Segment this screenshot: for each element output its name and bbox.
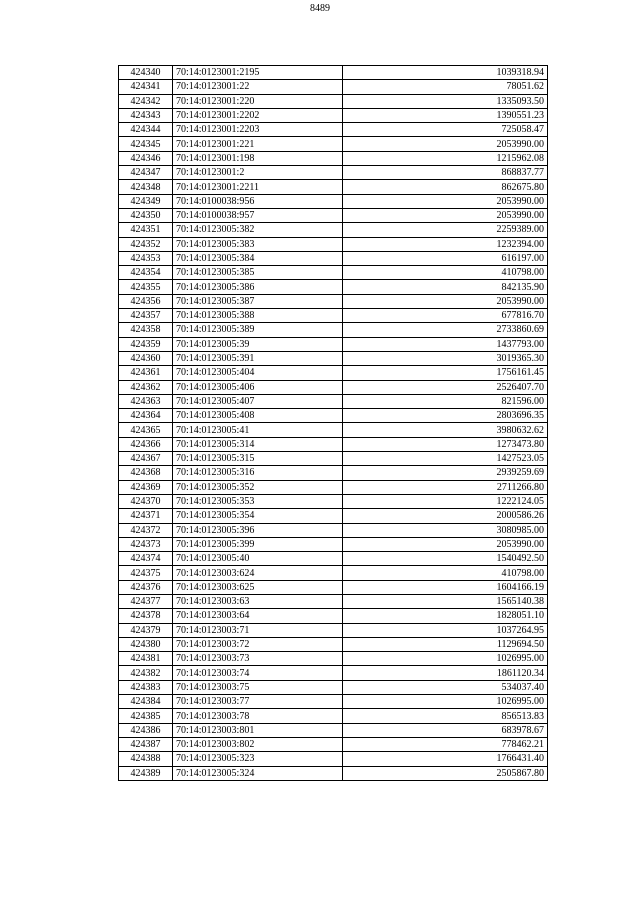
row-number-cell: 424375 <box>119 566 173 580</box>
row-number-cell: 424367 <box>119 452 173 466</box>
cadastral-value-cell: 1215962.08 <box>343 151 548 165</box>
cadastral-number-cell: 70:14:0123005:396 <box>173 523 343 537</box>
cadastral-number-cell: 70:14:0123005:384 <box>173 251 343 265</box>
table-row <box>119 709 548 723</box>
table-row <box>119 452 548 466</box>
cadastral-value-cell: 534037.40 <box>343 680 548 694</box>
row-number-cell: 424361 <box>119 366 173 380</box>
cadastral-number-cell: 70:14:0123005:391 <box>173 351 343 365</box>
table-row <box>119 552 548 566</box>
cadastral-number-cell: 70:14:0123001:198 <box>173 151 343 165</box>
cadastral-number-cell: 70:14:0123005:353 <box>173 494 343 508</box>
cadastral-value-cell: 2000586.26 <box>343 509 548 523</box>
table-row <box>119 266 548 280</box>
cadastral-value-cell: 862675.80 <box>343 180 548 194</box>
cadastral-number-cell: 70:14:0123005:388 <box>173 309 343 323</box>
cadastral-value-cell: 1540492.50 <box>343 552 548 566</box>
table-row <box>119 151 548 165</box>
table-row <box>119 337 548 351</box>
cadastral-value-cell: 1039318.94 <box>343 66 548 80</box>
row-number-cell: 424368 <box>119 466 173 480</box>
cadastral-value-cell: 2053990.00 <box>343 208 548 222</box>
cadastral-value-cell: 2733860.69 <box>343 323 548 337</box>
cadastral-number-cell: 70:14:0123005:40 <box>173 552 343 566</box>
row-number-cell: 424377 <box>119 594 173 608</box>
table-row <box>119 437 548 451</box>
table-row <box>119 251 548 265</box>
row-number-cell: 424378 <box>119 609 173 623</box>
cadastral-number-cell: 70:14:0123005:315 <box>173 452 343 466</box>
row-number-cell: 424388 <box>119 752 173 766</box>
row-number-cell: 424347 <box>119 166 173 180</box>
page-number: 8489 <box>310 3 330 14</box>
table-row <box>119 594 548 608</box>
cadastral-number-cell: 70:14:0123005:41 <box>173 423 343 437</box>
cadastral-value-cell: 842135.90 <box>343 280 548 294</box>
table-row <box>119 766 548 780</box>
table-row <box>119 394 548 408</box>
row-number-cell: 424349 <box>119 194 173 208</box>
cadastral-value-cell: 2711266.80 <box>343 480 548 494</box>
row-number-cell: 424358 <box>119 323 173 337</box>
cadastral-number-cell: 70:14:0123003:74 <box>173 666 343 680</box>
row-number-cell: 424373 <box>119 537 173 551</box>
cadastral-value-cell: 778462.21 <box>343 737 548 751</box>
row-number-cell: 424352 <box>119 237 173 251</box>
cadastral-value-cell: 2803696.35 <box>343 409 548 423</box>
cadastral-number-cell: 70:14:0123005:316 <box>173 466 343 480</box>
row-number-cell: 424369 <box>119 480 173 494</box>
cadastral-number-cell: 70:14:0123001:2211 <box>173 180 343 194</box>
row-number-cell: 424365 <box>119 423 173 437</box>
table-row <box>119 351 548 365</box>
row-number-cell: 424351 <box>119 223 173 237</box>
cadastral-value-cell: 3080985.00 <box>343 523 548 537</box>
cadastral-value-cell: 725058.47 <box>343 123 548 137</box>
table-row <box>119 752 548 766</box>
table-row <box>119 680 548 694</box>
row-number-cell: 424355 <box>119 280 173 294</box>
table-row <box>119 723 548 737</box>
table-row <box>119 609 548 623</box>
cadastral-number-cell: 70:14:0100038:957 <box>173 208 343 222</box>
table-row <box>119 280 548 294</box>
cadastral-value-cell: 410798.00 <box>343 566 548 580</box>
cadastral-number-cell: 70:14:0123003:77 <box>173 695 343 709</box>
row-number-cell: 424343 <box>119 108 173 122</box>
table-row <box>119 108 548 122</box>
table-row <box>119 637 548 651</box>
cadastral-number-cell: 70:14:0123001:2195 <box>173 66 343 80</box>
cadastral-value-cell: 1390551.23 <box>343 108 548 122</box>
cadastral-number-cell: 70:14:0123005:354 <box>173 509 343 523</box>
row-number-cell: 424360 <box>119 351 173 365</box>
cadastral-number-cell: 70:14:0123005:324 <box>173 766 343 780</box>
table-row <box>119 509 548 523</box>
table-row <box>119 480 548 494</box>
row-number-cell: 424371 <box>119 509 173 523</box>
cadastral-value-cell: 1565140.38 <box>343 594 548 608</box>
cadastral-number-cell: 70:14:0123003:802 <box>173 737 343 751</box>
cadastral-value-cell: 1129694.50 <box>343 637 548 651</box>
row-number-cell: 424381 <box>119 652 173 666</box>
row-number-cell: 424353 <box>119 251 173 265</box>
cadastral-value-cell: 1335093.50 <box>343 94 548 108</box>
cadastral-value-cell: 2053990.00 <box>343 537 548 551</box>
table-row <box>119 523 548 537</box>
row-number-cell: 424380 <box>119 637 173 651</box>
cadastral-number-cell: 70:14:0123005:352 <box>173 480 343 494</box>
table-row <box>119 194 548 208</box>
cadastral-value-cell: 410798.00 <box>343 266 548 280</box>
cadastral-value-cell: 1427523.05 <box>343 452 548 466</box>
cadastral-number-cell: 70:14:0123005:404 <box>173 366 343 380</box>
cadastral-value-cell: 1037264.95 <box>343 623 548 637</box>
row-number-cell: 424372 <box>119 523 173 537</box>
row-number-cell: 424342 <box>119 94 173 108</box>
cadastral-value-cell: 2939259.69 <box>343 466 548 480</box>
table-row <box>119 294 548 308</box>
row-number-cell: 424362 <box>119 380 173 394</box>
row-number-cell: 424354 <box>119 266 173 280</box>
cadastral-number-cell: 70:14:0123003:75 <box>173 680 343 694</box>
cadastral-value-cell: 3980632.62 <box>343 423 548 437</box>
cadastral-number-cell: 70:14:0123005:385 <box>173 266 343 280</box>
cadastral-number-cell: 70:14:0123003:801 <box>173 723 343 737</box>
cadastral-number-cell: 70:14:0123005:383 <box>173 237 343 251</box>
cadastral-value-cell: 2053990.00 <box>343 194 548 208</box>
row-number-cell: 424357 <box>119 309 173 323</box>
table-row <box>119 494 548 508</box>
cadastral-value-cell: 1437793.00 <box>343 337 548 351</box>
cadastral-number-cell: 70:14:0123003:71 <box>173 623 343 637</box>
row-number-cell: 424344 <box>119 123 173 137</box>
cadastral-number-cell: 70:14:0123001:2203 <box>173 123 343 137</box>
row-number-cell: 424389 <box>119 766 173 780</box>
row-number-cell: 424385 <box>119 709 173 723</box>
row-number-cell: 424348 <box>119 180 173 194</box>
cadastral-number-cell: 70:14:0123001:221 <box>173 137 343 151</box>
table-row <box>119 623 548 637</box>
cadastral-value-cell: 1026995.00 <box>343 652 548 666</box>
cadastral-value-cell: 2053990.00 <box>343 137 548 151</box>
cadastral-value-cell: 1026995.00 <box>343 695 548 709</box>
table-row <box>119 695 548 709</box>
cadastral-value-cell: 683978.67 <box>343 723 548 737</box>
table-row <box>119 66 548 80</box>
cadastral-value-table <box>118 65 548 781</box>
cadastral-value-cell: 856513.83 <box>343 709 548 723</box>
table-row <box>119 666 548 680</box>
cadastral-value-cell: 821596.00 <box>343 394 548 408</box>
cadastral-value-cell: 2526407.70 <box>343 380 548 394</box>
cadastral-number-cell: 70:14:0123003:72 <box>173 637 343 651</box>
table-row <box>119 537 548 551</box>
table-row <box>119 423 548 437</box>
table-row <box>119 580 548 594</box>
row-number-cell: 424382 <box>119 666 173 680</box>
cadastral-value-cell: 2259389.00 <box>343 223 548 237</box>
cadastral-number-cell: 70:14:0123005:407 <box>173 394 343 408</box>
row-number-cell: 424350 <box>119 208 173 222</box>
table-row <box>119 123 548 137</box>
row-number-cell: 424383 <box>119 680 173 694</box>
cadastral-value-cell: 1604166.19 <box>343 580 548 594</box>
cadastral-value-cell: 1756161.45 <box>343 366 548 380</box>
cadastral-number-cell: 70:14:0123001:2 <box>173 166 343 180</box>
row-number-cell: 424387 <box>119 737 173 751</box>
table-row <box>119 652 548 666</box>
table-row <box>119 237 548 251</box>
table-row <box>119 94 548 108</box>
row-number-cell: 424341 <box>119 80 173 94</box>
cadastral-number-cell: 70:14:0123001:22 <box>173 80 343 94</box>
cadastral-number-cell: 70:14:0123005:314 <box>173 437 343 451</box>
cadastral-number-cell: 70:14:0123003:625 <box>173 580 343 594</box>
table-row <box>119 323 548 337</box>
cadastral-value-cell: 2053990.00 <box>343 294 548 308</box>
cadastral-number-cell: 70:14:0123005:39 <box>173 337 343 351</box>
cadastral-value-cell: 677816.70 <box>343 309 548 323</box>
cadastral-number-cell: 70:14:0123005:408 <box>173 409 343 423</box>
cadastral-value-cell: 616197.00 <box>343 251 548 265</box>
cadastral-number-cell: 70:14:0123005:389 <box>173 323 343 337</box>
cadastral-number-cell: 70:14:0123005:386 <box>173 280 343 294</box>
row-number-cell: 424340 <box>119 66 173 80</box>
cadastral-number-cell: 70:14:0123005:382 <box>173 223 343 237</box>
table-row <box>119 466 548 480</box>
cadastral-number-cell: 70:14:0123005:406 <box>173 380 343 394</box>
cadastral-number-cell: 70:14:0123005:387 <box>173 294 343 308</box>
table-row <box>119 208 548 222</box>
row-number-cell: 424374 <box>119 552 173 566</box>
cadastral-value-cell: 1273473.80 <box>343 437 548 451</box>
cadastral-value-cell: 868837.77 <box>343 166 548 180</box>
cadastral-number-cell: 70:14:0123005:323 <box>173 752 343 766</box>
cadastral-number-cell: 70:14:0100038:956 <box>173 194 343 208</box>
cadastral-value-cell: 1222124.05 <box>343 494 548 508</box>
row-number-cell: 424346 <box>119 151 173 165</box>
row-number-cell: 424359 <box>119 337 173 351</box>
table-row <box>119 309 548 323</box>
table-row <box>119 223 548 237</box>
row-number-cell: 424370 <box>119 494 173 508</box>
row-number-cell: 424384 <box>119 695 173 709</box>
table-row <box>119 737 548 751</box>
cadastral-value-cell: 1861120.34 <box>343 666 548 680</box>
table-row <box>119 566 548 580</box>
cadastral-number-cell: 70:14:0123003:624 <box>173 566 343 580</box>
cadastral-number-cell: 70:14:0123003:63 <box>173 594 343 608</box>
row-number-cell: 424366 <box>119 437 173 451</box>
cadastral-number-cell: 70:14:0123001:2202 <box>173 108 343 122</box>
table-row <box>119 166 548 180</box>
cadastral-value-cell: 1828051.10 <box>343 609 548 623</box>
table-body <box>119 66 548 781</box>
cadastral-number-cell: 70:14:0123003:78 <box>173 709 343 723</box>
table-row <box>119 80 548 94</box>
cadastral-value-cell: 2505867.80 <box>343 766 548 780</box>
table-row <box>119 137 548 151</box>
row-number-cell: 424364 <box>119 409 173 423</box>
cadastral-value-cell: 3019365.30 <box>343 351 548 365</box>
row-number-cell: 424363 <box>119 394 173 408</box>
row-number-cell: 424376 <box>119 580 173 594</box>
cadastral-value-cell: 1766431.40 <box>343 752 548 766</box>
cadastral-number-cell: 70:14:0123003:64 <box>173 609 343 623</box>
row-number-cell: 424356 <box>119 294 173 308</box>
table-row <box>119 180 548 194</box>
table-row <box>119 366 548 380</box>
row-number-cell: 424345 <box>119 137 173 151</box>
table-row <box>119 380 548 394</box>
row-number-cell: 424386 <box>119 723 173 737</box>
table-row <box>119 409 548 423</box>
cadastral-number-cell: 70:14:0123001:220 <box>173 94 343 108</box>
cadastral-number-cell: 70:14:0123003:73 <box>173 652 343 666</box>
cadastral-number-cell: 70:14:0123005:399 <box>173 537 343 551</box>
row-number-cell: 424379 <box>119 623 173 637</box>
cadastral-value-cell: 1232394.00 <box>343 237 548 251</box>
cadastral-value-cell: 78051.62 <box>343 80 548 94</box>
